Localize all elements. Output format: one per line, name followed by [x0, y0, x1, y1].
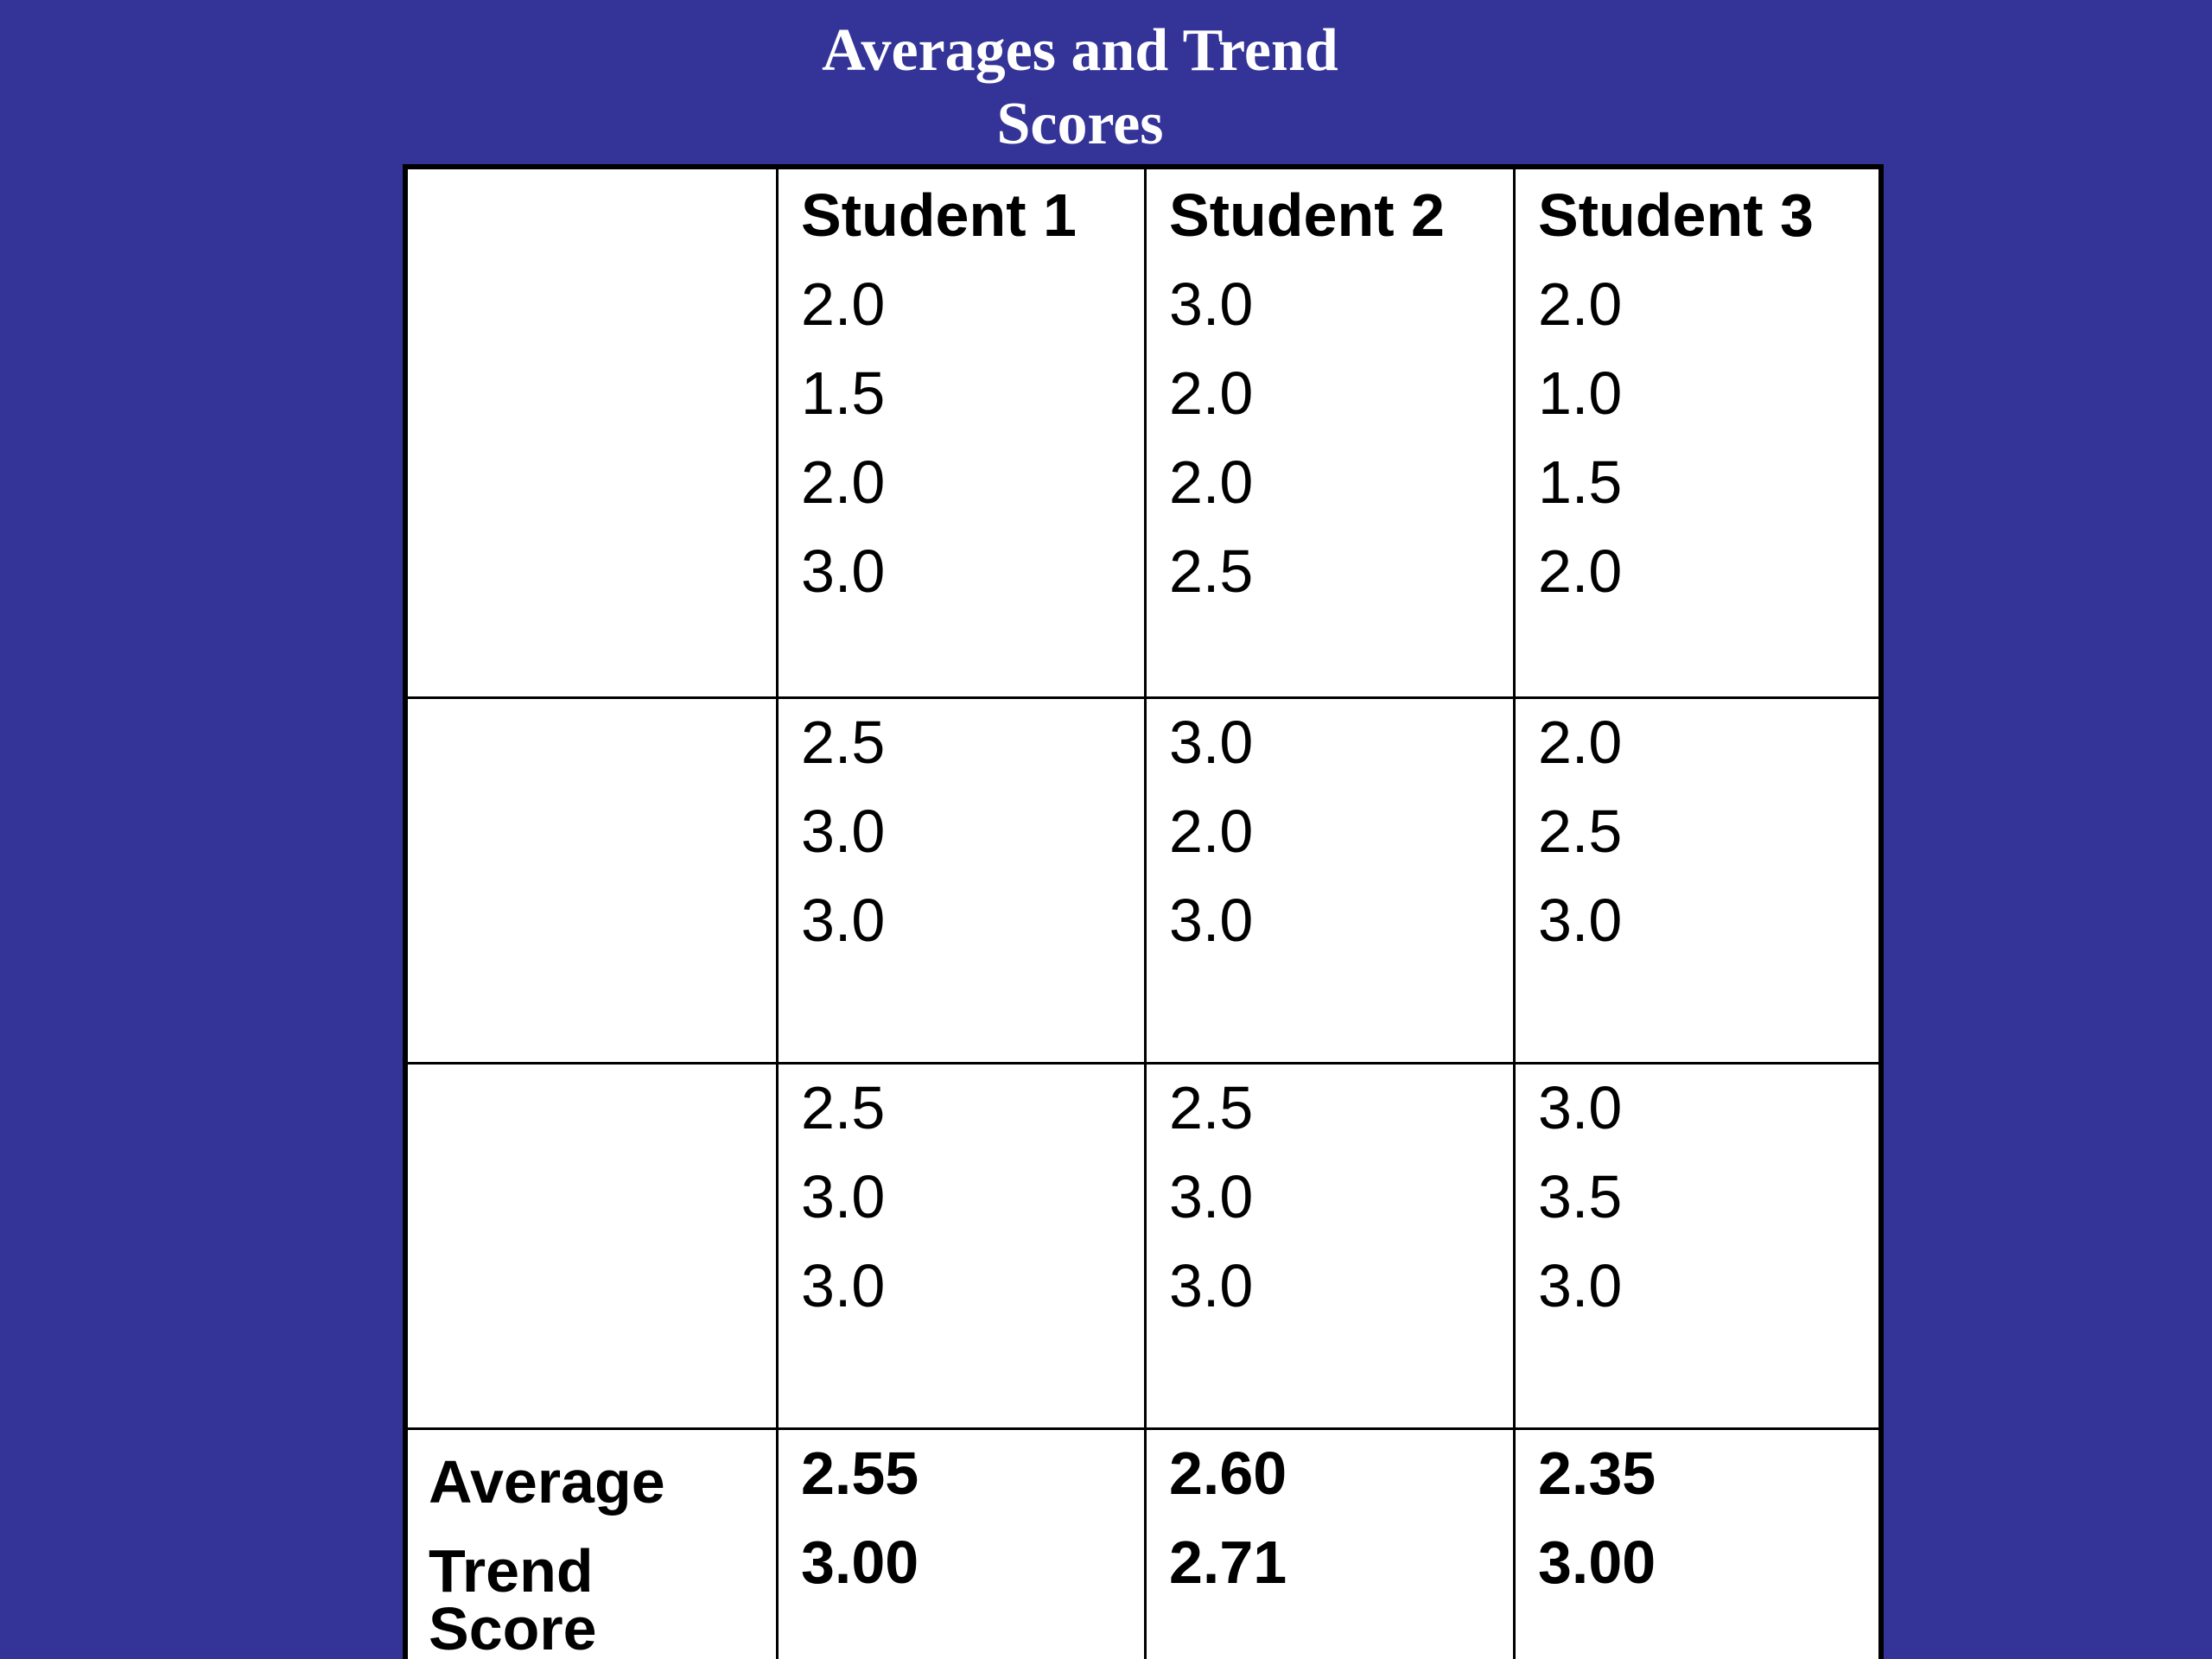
score-cell: 1.5 [1538, 448, 1623, 516]
score-cell: 1.5 [801, 359, 886, 427]
average-value: 2.55 [801, 1440, 919, 1507]
score-cell: 3.0 [1169, 1252, 1254, 1319]
score-cell: 3.0 [1538, 1252, 1623, 1319]
score-cell: 2.5 [801, 1074, 886, 1141]
score-cell: 2.0 [801, 448, 886, 516]
student-1-summary [801, 1429, 1147, 1607]
score-cell: 3.0 [801, 887, 886, 954]
trend-label-line-1: Trend [429, 1537, 594, 1605]
score-cell: 2.5 [1169, 1074, 1254, 1141]
average-value: 2.35 [1538, 1440, 1656, 1507]
student-1-column-group-3 [801, 1064, 1147, 1331]
student-3-column-group-3 [1538, 1064, 1884, 1331]
score-cell: 3.5 [1538, 1163, 1623, 1230]
trend-label-line-2: Score [429, 1595, 597, 1659]
score-cell: 2.5 [1169, 537, 1254, 605]
score-cell: 3.0 [801, 798, 886, 865]
score-cell: 3.0 [1169, 1163, 1254, 1230]
average-label: Average [429, 1448, 665, 1516]
trend-score-value: 2.71 [1169, 1529, 1287, 1596]
score-cell: 3.0 [1538, 1074, 1623, 1141]
score-cell: 2.0 [1169, 448, 1254, 516]
score-cell: 2.0 [801, 270, 886, 338]
score-cell: 2.0 [1538, 709, 1623, 776]
trend-score-value: 3.00 [801, 1529, 919, 1596]
slide-title-line-1: Averages and Trend [822, 17, 1338, 84]
trend-score-value: 3.00 [1538, 1529, 1656, 1596]
header-student-2: Student 2 [1169, 181, 1445, 249]
score-cell: 1.0 [1538, 359, 1623, 427]
score-cell: 2.5 [801, 709, 886, 776]
student-1-column-group-2 [801, 698, 1147, 965]
student-3-column-group-1 [1538, 171, 1884, 616]
student-3-summary [1538, 1429, 1884, 1607]
score-cell: 3.0 [801, 1252, 886, 1319]
student-2-column-group-1 [1169, 171, 1515, 616]
student-2-summary [1169, 1429, 1515, 1607]
student-2-column-group-2 [1169, 698, 1515, 965]
score-cell: 2.0 [1169, 798, 1254, 865]
score-cell: 3.0 [801, 1163, 886, 1230]
score-cell: 3.0 [801, 537, 886, 605]
column-divider [776, 169, 779, 1659]
score-cell: 3.0 [1169, 887, 1254, 954]
student-2-column-group-3 [1169, 1064, 1515, 1331]
slide-title-line-2: Scores [996, 91, 1164, 157]
score-cell: 3.0 [1538, 887, 1623, 954]
header-student-3: Student 3 [1538, 181, 1814, 249]
score-cell: 2.0 [1169, 359, 1254, 427]
student-1-column-group-1 [801, 171, 1147, 616]
student-3-column-group-2 [1538, 698, 1884, 965]
score-cell: 2.0 [1538, 537, 1623, 605]
summary-labels [429, 1438, 757, 1659]
score-cell: 2.5 [1538, 798, 1623, 865]
score-cell: 3.0 [1169, 270, 1254, 338]
score-cell: 3.0 [1169, 709, 1254, 776]
average-value: 2.60 [1169, 1440, 1287, 1507]
scores-table [403, 164, 1884, 1659]
score-cell: 2.0 [1538, 270, 1623, 338]
header-student-1: Student 1 [801, 181, 1077, 249]
